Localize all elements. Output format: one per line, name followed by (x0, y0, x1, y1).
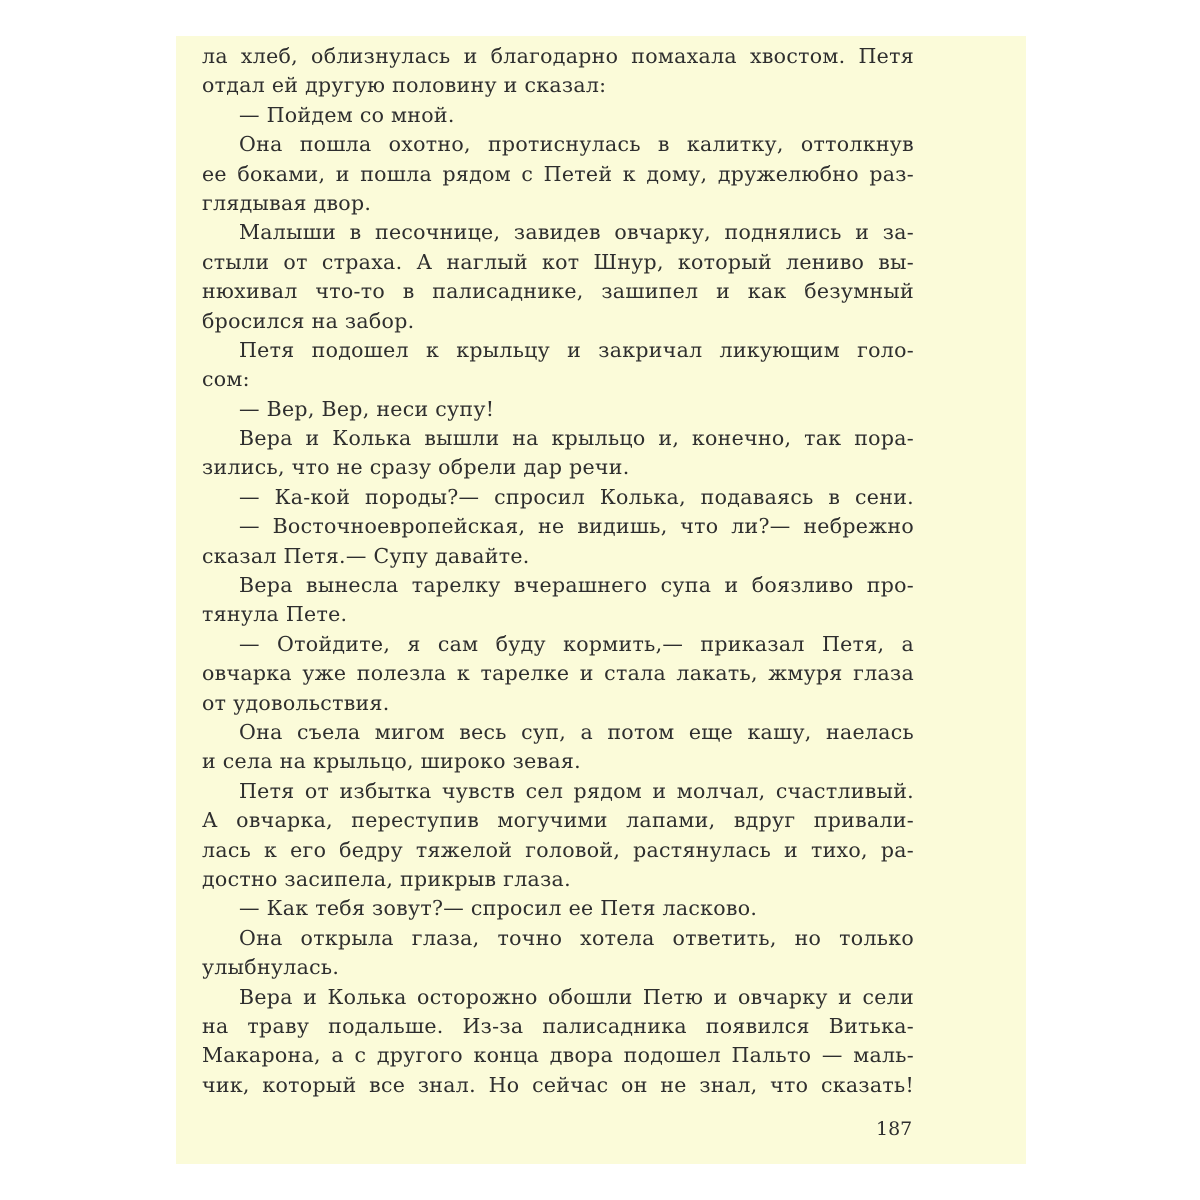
text-line: Петя от избытка чувств сел рядом и молчал, счастливый. (239, 778, 914, 803)
text-line: достно засипела, прикрыв глаза. (202, 866, 571, 891)
text-line: Петя подошел к крыльцу и закричал ликующим голо- (239, 337, 914, 362)
book-page (176, 36, 1026, 1164)
text-line: Вера и Колька осторожно обошли Петю и овчарку и сели (239, 984, 914, 1009)
page-text (202, 42, 914, 1100)
text-line: Вера и Колька вышли на крыльцо и, конечно, так пора- (239, 426, 914, 451)
text-line: ее боками, и пошла рядом с Петей к дому, дружелюбно раз- (202, 161, 914, 186)
text-line: А овчарка, переступив могучими лапами, вдруг привали- (202, 808, 914, 833)
page-number: 187 (876, 1118, 913, 1140)
text-line: овчарка уже полезла к тарелке и стала лакать, жмуря глаза (202, 661, 914, 686)
text-line: Макарона, а с другого конца двора подошел Пальто — маль- (202, 1043, 914, 1068)
text-line: Она пошла охотно, протиснулась в калитку, оттолкнув (239, 132, 914, 157)
text-line: нюхивал что-то в палисаднике, зашипел и как безумный (202, 279, 914, 304)
text-line: стыли от страха. А наглый кот Шнур, который лениво вы- (202, 249, 914, 274)
text-line: глядывая двор. (202, 190, 372, 215)
text-line: — Отойдите, я сам буду кормить,— приказал Петя, а (239, 631, 914, 656)
text-line: улыбнулась. (202, 955, 340, 980)
text-line: от удовольствия. (202, 690, 390, 715)
text-line: сом: (202, 367, 250, 392)
text-line: бросился на забор. (202, 308, 415, 333)
text-line: — Пойдем со мной. (239, 102, 455, 127)
text-line: — Восточноевропейская, не видишь, что ли?— небрежно (239, 514, 914, 539)
text-line: — Ка-кой породы?— спросил Колька, подаваясь в сени. (239, 484, 914, 509)
text-line: Вера вынесла тарелку вчерашнего супа и боязливо про- (239, 573, 914, 598)
text-line: Малыши в песочнице, завидев овчарку, поднялись и за- (239, 220, 914, 245)
text-line: Она съела мигом весь суп, а потом еще кашу, наелась (239, 719, 914, 744)
text-line: и села на крыльцо, широко зевая. (202, 749, 581, 774)
text-line: ла хлеб, облизнулась и благодарно помахала хвостом. Петя (202, 44, 914, 68)
text-line: отдал ей другую половину и сказал: (202, 73, 607, 98)
text-line: зились, что не сразу обрели дар речи. (202, 455, 630, 480)
text-line: лась к его бедру тяжелой головой, растянулась и тихо, ра- (202, 837, 914, 862)
text-line: тянула Пете. (202, 602, 348, 627)
text-line: на траву подальше. Из-за палисадника появился Витька- (202, 1013, 914, 1038)
text-line: Она открыла глаза, точно хотела ответить, но только (239, 925, 914, 950)
text-line: — Вер, Вер, неси супу! (239, 396, 495, 421)
text-line: сказал Петя.— Супу давайте. (202, 543, 530, 568)
text-line: — Как тебя зовут?— спросил ее Петя ласково. (239, 896, 758, 921)
text-line: чик, который все знал. Но сейчас он не знал, что сказать! (202, 1072, 914, 1097)
